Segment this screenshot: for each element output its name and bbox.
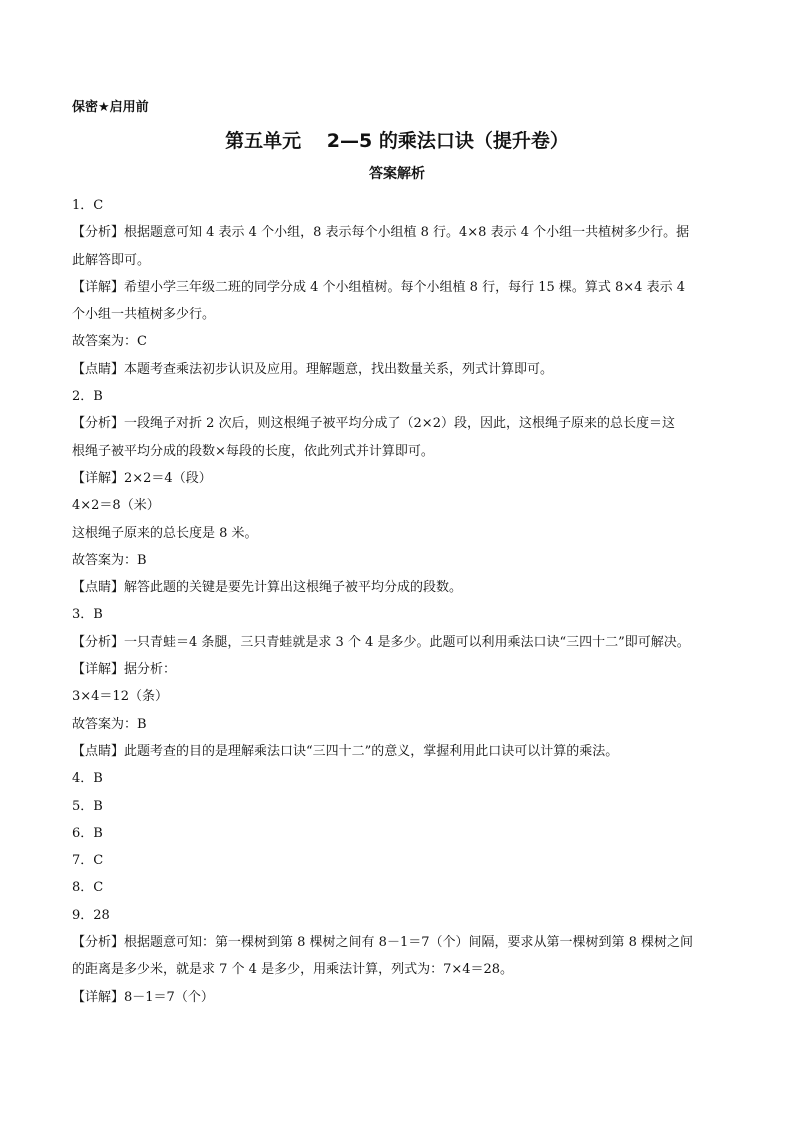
answer-content [72,192,720,1011]
answer-line: 【分析】根据题意可知 4 表示 4 个小组，8 表示每个小组植 8 行。4×8 表示 4 个小组一共植树多少行。据 [72,225,690,241]
page-subtitle: 答案解析 [369,166,425,182]
answer-line: 的距离是多少米，就是求 7 个 4 是多少，用乘法计算，列式为：7×4＝28。 [72,962,514,978]
answer-line: 这根绳子原来的总长度是 8 米。 [72,525,258,541]
answer-line: 3．B [72,607,103,623]
answer-line: 4×2＝8（米） [72,498,160,514]
answer-line: 【分析】根据题意可知：第一棵树到第 8 棵树之间有 8－1＝7（个）间隔，要求从第一棵树到第 8 棵树之间 [72,935,694,951]
answer-line: 8．C [72,880,104,896]
answer-line: 【详解】希望小学三年级二班的同学分成 4 个小组植树。每个小组植 8 行，每行 15 棵。算式 8×4 表示 4 [72,279,685,295]
answer-line: 【点睛】本题考查乘法初步认识及应用。理解题意，找出数量关系，列式计算即可。 [72,361,554,377]
answer-line: 3×4＝12（条） [72,689,168,705]
answer-line: 【分析】一只青蛙＝4 条腿，三只青蛙就是求 3 个 4 是多少。此题可以利用乘法口诀“三四十二”即可解决。 [72,634,690,650]
page-title: 第五单元 2—5 的乘法口诀（提升卷） [225,130,569,152]
answer-line: 【详解】8－1＝7（个） [72,989,214,1005]
answer-line: 6．B [72,825,103,841]
answer-line: 故答案为：B [72,716,147,732]
answer-line: 1．C [72,198,104,213]
answer-line: 【详解】2×2＝4（段） [72,470,212,486]
answer-line: 2．B [72,389,103,405]
answer-line: 故答案为：C [72,334,147,350]
answer-line: 故答案为：B [72,552,147,568]
answer-line: 【点睛】解答此题的关键是要先计算出这根绳子被平均分成的段数。 [72,580,463,596]
answer-line: 个小组一共植树多少行。 [72,307,216,323]
answer-line: 【详解】据分析： [72,662,177,678]
answer-line: 4．B [72,771,103,787]
answer-line: 此解答即可。 [72,252,151,268]
answer-line: 7．C [72,853,104,869]
confidential-label: 保密★启用前 [72,100,149,115]
answer-line: 【分析】一段绳子对折 2 次后，则这根绳子被平均分成了（2×2）段，因此，这根绳子原来的总长度＝这 [72,416,675,432]
answer-line: 根绳子被平均分成的段数×每段的长度，依此列式并计算即可。 [72,443,434,459]
answer-line: 5．B [72,798,103,814]
answer-line: 9．28 [72,907,110,923]
answer-line: 【点睛】此题考查的目的是理解乘法口诀“三四十二”的意义，掌握利用此口诀可以计算的乘法。 [72,743,619,759]
